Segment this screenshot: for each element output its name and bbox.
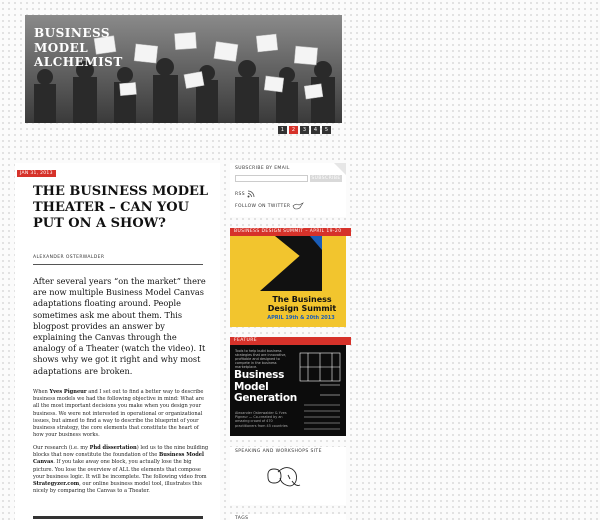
email-field[interactable]	[235, 175, 308, 182]
post-date: JAN 31, 2013	[17, 170, 56, 177]
site-logo[interactable]	[34, 26, 123, 70]
blog-post	[15, 163, 220, 520]
link-phd-dissertation[interactable]: Phd dissertation	[89, 445, 137, 451]
link-business-model-canvas[interactable]: Business Model Canvas	[33, 452, 204, 466]
tags-widget	[230, 514, 346, 520]
pager-4[interactable]: 4	[311, 126, 320, 134]
pager-3[interactable]: 3	[300, 126, 309, 134]
book-feature[interactable]	[230, 345, 346, 436]
post-author[interactable]: ALEXANDER OSTERWALDER	[33, 255, 105, 260]
summit-ad[interactable]	[230, 236, 346, 327]
tags-heading: TAGS	[235, 516, 249, 520]
book-cover-art	[230, 345, 346, 436]
book-blurb: Tools to help build business strategies that are innovative, profitable and designed to compete in the business marketplace.	[235, 349, 287, 369]
pager-2[interactable]: 2	[289, 126, 298, 134]
twitter-link[interactable]: FOLLOW ON TWITTER	[235, 202, 304, 210]
rss-link[interactable]: RSS	[235, 190, 255, 198]
divider	[33, 264, 203, 265]
book-title: Business Model Generation	[234, 369, 297, 404]
summit-logo-graphic	[230, 236, 346, 327]
post-intro: After several years “on the market” there are now multiple Business Model Canvas adaptations floating around. People sometimes ask me about them. This blogpost provides an answer by explaining the Canvas through the analogy of a Theater (watch the video). It shows why we got it right and why most adaptations are broken.	[33, 276, 206, 376]
speaking-workshops-widget[interactable]	[230, 447, 346, 505]
header-banner[interactable]	[25, 15, 342, 123]
book-authors: Alexander Osterwalder & Yves Pigneur — Co-created by an amazing crowd of 470 practitioners from 45 countries	[235, 411, 288, 428]
handshake-sketch-icon	[230, 447, 346, 505]
post-paragraph: When Yves Pigneur and I set out to find a better way to describe business models we had the following objective in mind: What are all the most important decisions you make when you design your business. We were not interested in operational or organizational issues, but aimed to find a way to describe the blueprint of your business strategy, the core elements that constitute the heart of how your business works.	[33, 389, 205, 439]
video-embed-top[interactable]	[33, 516, 203, 519]
subscribe-heading: SUBSCRIBE BY EMAIL	[235, 166, 290, 171]
slideshow-pager	[278, 126, 331, 134]
pager-5[interactable]: 5	[322, 126, 331, 134]
summit-title: The Business Design Summit	[267, 295, 337, 313]
logo-line: ALCHEMIST	[34, 55, 123, 69]
feature-header: FEATURE	[230, 337, 351, 345]
link-strategyzer[interactable]: Strategyzer.com	[33, 481, 80, 488]
post-title[interactable]: THE BUSINESS MODEL THEATER – CAN YOU PUT ON A SHOW?	[33, 184, 209, 231]
rss-icon	[247, 190, 255, 198]
summit-dates: APRIL 19th & 20th 2013	[267, 315, 335, 321]
logo-line: BUSINESS	[34, 26, 111, 40]
summit-header: BUSINESS DESIGN SUMMIT – APRIL 19-20	[230, 228, 351, 236]
subscribe-widget	[230, 163, 346, 217]
page-corner-decoration	[334, 163, 346, 175]
pager-1[interactable]: 1	[278, 126, 287, 134]
link-yves-pigneur[interactable]: Yves Pigneur	[49, 389, 87, 395]
speaking-heading: SPEAKING AND WORKSHOPS SITE	[235, 449, 322, 454]
post-paragraph: Our research (i.e. my Phd dissertation) led us to the nine building blocks that now constitute the foundation of the Business Model Canvas. If you take away one block, you actually lose the big picture. You lose the overview of ALL the elements that compose your business logic. It will be incomplete. The following video from Strategyzer.com, our online business model tool, illustrates this nicely by comparing the Canvas to a Theater.	[33, 445, 209, 495]
bird-icon	[292, 202, 304, 210]
logo-line: MODEL	[34, 40, 89, 55]
subscribe-button[interactable]: SUBSCRIBE	[311, 176, 341, 181]
